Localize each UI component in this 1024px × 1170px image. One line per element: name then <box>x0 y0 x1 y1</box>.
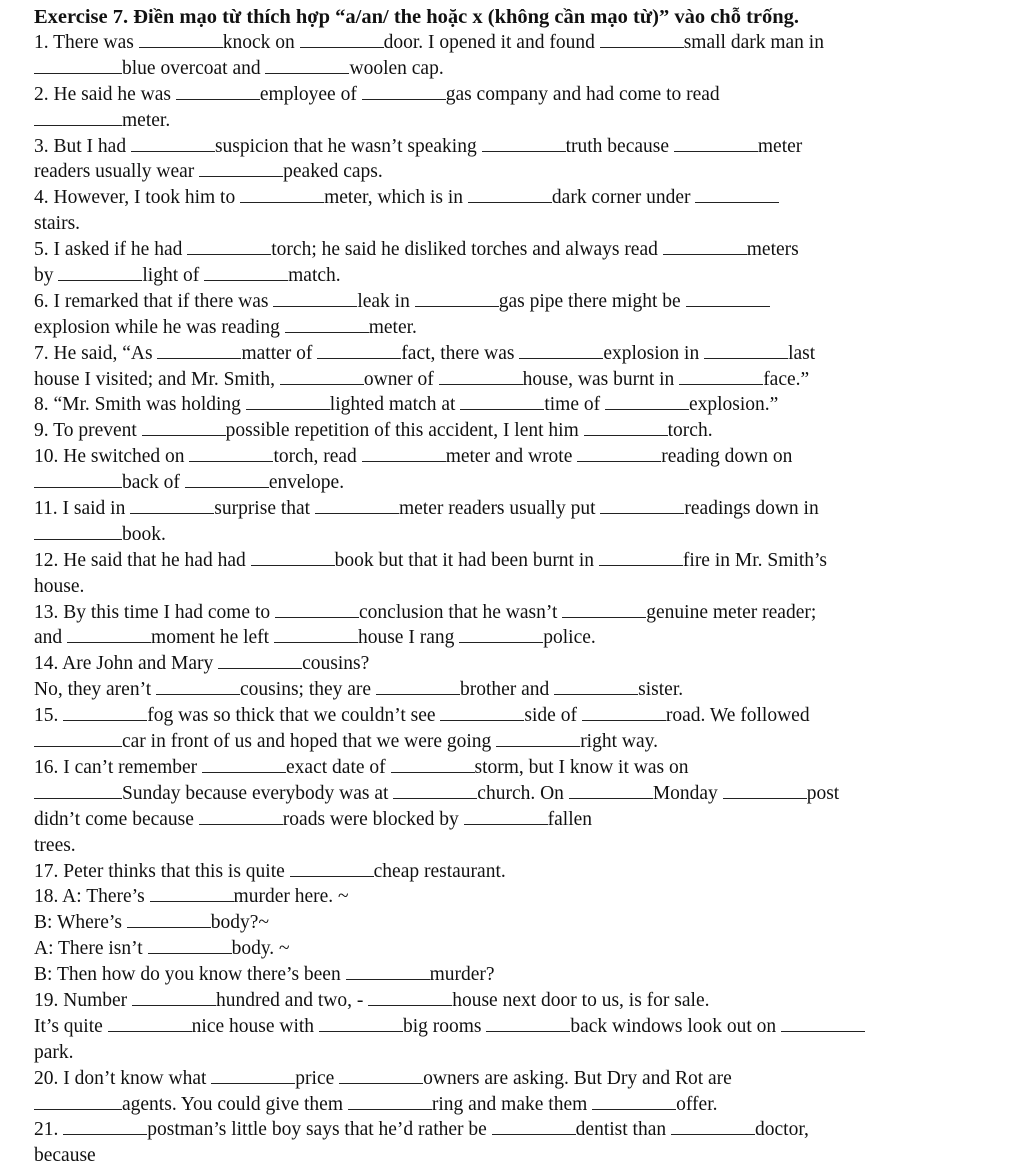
line-text: murder? <box>429 964 495 986</box>
exercise-line <box>34 962 1024 988</box>
answer-blank[interactable] <box>496 732 580 747</box>
answer-blank[interactable] <box>368 991 452 1006</box>
line-text: 9. To prevent <box>34 420 142 442</box>
line-text: didn’t come because <box>34 808 199 830</box>
exercise-line <box>34 1092 1024 1118</box>
answer-blank[interactable] <box>468 188 552 203</box>
line-text: house I visited; and Mr. Smith, <box>34 368 280 390</box>
line-text: genuine meter reader; <box>646 601 817 623</box>
answer-blank[interactable] <box>67 628 151 643</box>
answer-blank[interactable] <box>482 137 566 152</box>
answer-blank[interactable] <box>142 421 226 436</box>
line-text: 1. There was <box>34 32 139 53</box>
answer-blank[interactable] <box>285 318 369 333</box>
answer-blank[interactable] <box>290 862 374 877</box>
exercise-line <box>34 82 1024 108</box>
answer-blank[interactable] <box>339 1069 423 1084</box>
line-text: 6. I remarked that if there was <box>34 290 274 312</box>
line-text: roads were blocked by <box>282 808 464 830</box>
line-text: surprise that <box>214 498 315 520</box>
line-text: price <box>295 1067 340 1089</box>
line-text: doctor, <box>755 1119 809 1141</box>
line-text: light of <box>142 265 205 287</box>
answer-blank[interactable] <box>393 784 477 799</box>
answer-blank[interactable] <box>274 628 358 643</box>
answer-blank[interactable] <box>464 810 548 825</box>
line-text: meter and wrote <box>445 446 578 468</box>
exercise-line <box>34 936 1024 962</box>
line-text: side of <box>524 705 582 727</box>
exercise-line <box>34 185 1024 211</box>
line-text: book but that it had been burnt in <box>334 549 599 571</box>
line-text: 4. However, I took him to <box>34 187 241 209</box>
answer-blank[interactable] <box>280 370 364 385</box>
answer-blank[interactable] <box>34 525 122 540</box>
exercise-line <box>34 988 1024 1014</box>
line-text: gas company and had come to read <box>445 83 720 105</box>
answer-blank[interactable] <box>265 59 349 74</box>
answer-blank[interactable] <box>218 654 302 669</box>
answer-blank[interactable] <box>781 1017 865 1032</box>
line-text: fact, there was <box>401 342 520 364</box>
line-text: stairs. <box>34 213 81 235</box>
exercise-line <box>34 289 1024 315</box>
answer-blank[interactable] <box>459 628 543 643</box>
answer-blank[interactable] <box>176 85 260 100</box>
answer-blank[interactable] <box>362 85 446 100</box>
answer-blank[interactable] <box>674 137 758 152</box>
line-text: 15. <box>34 705 64 727</box>
exercise-line <box>34 392 1024 418</box>
answer-blank[interactable] <box>582 706 666 721</box>
line-text: suspicion that he wasn’t speaking <box>214 135 482 157</box>
line-text: because <box>34 1145 96 1167</box>
line-text: back of <box>122 472 185 494</box>
line-text: time of <box>544 394 605 416</box>
line-text: readers usually wear <box>34 161 200 183</box>
line-text: Monday <box>652 782 723 804</box>
line-text: dark corner under <box>551 187 696 209</box>
answer-blank[interactable] <box>605 395 689 410</box>
line-text: offer. <box>676 1093 718 1115</box>
exercise-line <box>34 1117 1024 1143</box>
line-text: 19. Number <box>34 989 133 1011</box>
line-text: meters <box>746 239 799 261</box>
answer-blank[interactable] <box>139 33 223 48</box>
line-text: back windows look out on <box>570 1015 782 1037</box>
line-text: meter, which is in <box>324 187 468 209</box>
line-text: 17. Peter thinks that this is quite <box>34 860 290 882</box>
exercise-line <box>34 134 1024 160</box>
exercise-line <box>34 807 1024 833</box>
answer-blank[interactable] <box>348 1095 432 1110</box>
line-text: 16. I can’t remember <box>34 756 203 778</box>
answer-blank[interactable] <box>34 784 122 799</box>
line-text: owner of <box>363 368 439 390</box>
line-text: fog was so thick that we couldn’t see <box>147 705 441 727</box>
answer-blank[interactable] <box>199 810 283 825</box>
line-text: Sunday because everybody was at <box>122 782 394 804</box>
line-text: explosion.” <box>688 394 779 416</box>
line-text: park. <box>34 1041 74 1063</box>
line-text: fire in Mr. Smith’s <box>682 549 827 571</box>
line-text: cousins? <box>302 653 370 675</box>
answer-blank[interactable] <box>460 395 544 410</box>
exercise-line <box>34 1066 1024 1092</box>
answer-blank[interactable] <box>577 447 661 462</box>
answer-blank[interactable] <box>317 344 401 359</box>
line-text: blue overcoat and <box>122 57 266 79</box>
line-text: by <box>34 265 59 287</box>
line-text: cheap restaurant. <box>373 860 506 882</box>
answer-blank[interactable] <box>199 162 283 177</box>
line-text: lighted match at <box>329 394 461 416</box>
answer-blank[interactable] <box>148 939 232 954</box>
line-text: match. <box>288 265 341 287</box>
answer-blank[interactable] <box>34 473 122 488</box>
answer-blank[interactable] <box>415 292 499 307</box>
answer-blank[interactable] <box>157 344 241 359</box>
line-text: 10. He switched on <box>34 446 190 468</box>
exercise-line <box>34 444 1024 470</box>
answer-blank[interactable] <box>695 188 779 203</box>
line-text: road. We followed <box>665 705 810 727</box>
line-text: torch; he said he disliked torches and always read <box>271 239 663 261</box>
answer-blank[interactable] <box>202 758 286 773</box>
line-text: house I rang <box>357 627 460 649</box>
line-text: 8. “Mr. Smith was holding <box>34 394 246 416</box>
exercise-line <box>34 1040 1024 1066</box>
line-text: house. <box>34 575 85 597</box>
line-text: It’s quite <box>34 1015 108 1037</box>
exercise-line <box>34 910 1024 936</box>
line-text: explosion while he was reading <box>34 316 285 338</box>
line-text: house next door to us, is for sale. <box>452 989 710 1011</box>
line-text: exact date of <box>286 756 391 778</box>
exercise-line <box>34 859 1024 885</box>
exercise-line <box>34 574 1024 600</box>
answer-blank[interactable] <box>246 395 330 410</box>
answer-blank[interactable] <box>132 991 216 1006</box>
answer-blank[interactable] <box>492 1120 576 1135</box>
line-text: meter. <box>122 109 171 131</box>
line-text: car in front of us and hoped that we were going <box>122 731 497 753</box>
exercise-line <box>34 211 1024 237</box>
answer-blank[interactable] <box>679 370 763 385</box>
line-text: reading down on <box>661 446 793 468</box>
exercise-line <box>34 470 1024 496</box>
answer-blank[interactable] <box>34 732 122 747</box>
line-text: house, was burnt in <box>522 368 680 390</box>
answer-blank[interactable] <box>704 344 788 359</box>
line-text: post <box>806 782 840 804</box>
exercise-line <box>34 496 1024 522</box>
exercise-line <box>34 884 1024 910</box>
line-text: 20. I don’t know what <box>34 1067 212 1089</box>
answer-blank[interactable] <box>131 137 215 152</box>
line-text: postman’s little boy says that he’d rather be <box>147 1119 492 1141</box>
line-text: explosion in <box>603 342 705 364</box>
answer-blank[interactable] <box>185 473 269 488</box>
answer-blank[interactable] <box>156 680 240 695</box>
answer-blank[interactable] <box>240 188 324 203</box>
answer-blank[interactable] <box>554 680 638 695</box>
line-text: No, they aren’t <box>34 679 157 701</box>
line-text: torch. <box>667 420 713 442</box>
line-text: big rooms <box>402 1015 487 1037</box>
line-text: B: Where’s <box>34 912 127 934</box>
line-text: B: Then how do you know there’s been <box>34 964 346 986</box>
exercise-body <box>34 30 1024 1169</box>
exercise-line <box>34 56 1024 82</box>
exercise-line <box>34 522 1024 548</box>
line-text: torch, read <box>273 446 362 468</box>
line-text: employee of <box>259 83 362 105</box>
answer-blank[interactable] <box>251 551 335 566</box>
answer-blank[interactable] <box>108 1017 192 1032</box>
line-text: door. I opened it and found <box>383 32 600 53</box>
exercise-line <box>34 159 1024 185</box>
answer-blank[interactable] <box>723 784 807 799</box>
answer-blank[interactable] <box>346 965 430 980</box>
line-text: possible repetition of this accident, I lent him <box>225 420 584 442</box>
exercise-line <box>34 30 1024 56</box>
answer-blank[interactable] <box>486 1017 570 1032</box>
line-text: sister. <box>638 679 684 701</box>
line-text: moment he left <box>151 627 274 649</box>
line-text: leak in <box>357 290 415 312</box>
line-text: owners are asking. But Dry and Rot are <box>423 1067 732 1089</box>
exercise-line <box>34 1014 1024 1040</box>
answer-blank[interactable] <box>569 784 653 799</box>
line-text: truth because <box>565 135 674 157</box>
line-text: dentist than <box>575 1119 671 1141</box>
answer-blank[interactable] <box>592 1095 676 1110</box>
answer-blank[interactable] <box>362 447 446 462</box>
exercise-line <box>34 755 1024 781</box>
line-text: ring and make them <box>431 1093 593 1115</box>
answer-blank[interactable] <box>663 240 747 255</box>
line-text: 7. He said, “As <box>34 342 158 364</box>
line-text: 2. He said he was <box>34 83 176 105</box>
line-text: agents. You could give them <box>122 1093 348 1115</box>
line-text: knock on <box>222 32 300 53</box>
line-text: cousins; they are <box>240 679 376 701</box>
exercise-line <box>34 263 1024 289</box>
answer-blank[interactable] <box>600 33 684 48</box>
answer-blank[interactable] <box>376 680 460 695</box>
exercise-line <box>34 1143 1024 1169</box>
line-text: matter of <box>241 342 318 364</box>
line-text: 21. <box>34 1119 64 1141</box>
answer-blank[interactable] <box>319 1017 403 1032</box>
line-text: envelope. <box>268 472 345 494</box>
line-text: 3. But I had <box>34 135 131 157</box>
line-text: last <box>788 342 816 364</box>
line-text: meter. <box>368 316 417 338</box>
line-text: and <box>34 627 68 649</box>
exercise-line <box>34 548 1024 574</box>
line-text: body. ~ <box>231 938 290 960</box>
line-text: conclusion that he wasn’t <box>359 601 563 623</box>
line-text: face.” <box>763 368 810 390</box>
line-text: meter readers usually put <box>398 498 601 520</box>
line-text: gas pipe there might be <box>498 290 686 312</box>
answer-blank[interactable] <box>671 1120 755 1135</box>
line-text: 11. I said in <box>34 498 131 520</box>
answer-blank[interactable] <box>150 887 234 902</box>
answer-blank[interactable] <box>300 33 384 48</box>
answer-blank[interactable] <box>275 603 359 618</box>
answer-blank[interactable] <box>211 1069 295 1084</box>
line-text: woolen cap. <box>349 57 444 79</box>
exercise-line <box>34 341 1024 367</box>
line-text: church. On <box>477 782 569 804</box>
line-text: trees. <box>34 834 76 856</box>
exercise-line <box>34 677 1024 703</box>
line-text: right way. <box>580 731 658 753</box>
answer-blank[interactable] <box>34 111 122 126</box>
answer-blank[interactable] <box>519 344 603 359</box>
answer-blank[interactable] <box>204 266 288 281</box>
line-text: body?~ <box>210 912 270 934</box>
answer-blank[interactable] <box>58 266 142 281</box>
line-text: nice house with <box>191 1015 319 1037</box>
answer-blank[interactable] <box>315 499 399 514</box>
answer-blank[interactable] <box>130 499 214 514</box>
line-text: fallen <box>547 808 593 830</box>
answer-blank[interactable] <box>34 1095 122 1110</box>
exercise-line <box>34 237 1024 263</box>
exercise-line <box>34 781 1024 807</box>
answer-blank[interactable] <box>599 551 683 566</box>
answer-blank[interactable] <box>63 1120 147 1135</box>
answer-blank[interactable] <box>34 59 122 74</box>
answer-blank[interactable] <box>686 292 770 307</box>
line-text: peaked caps. <box>283 161 383 183</box>
exercise-line <box>34 600 1024 626</box>
exercise-line <box>34 367 1024 393</box>
line-text: meter <box>757 135 803 157</box>
line-text: small dark man in <box>683 32 824 53</box>
exercise-line <box>34 651 1024 677</box>
exercise-line <box>34 833 1024 859</box>
answer-blank[interactable] <box>584 421 668 436</box>
answer-blank[interactable] <box>439 370 523 385</box>
exercise-line <box>34 315 1024 341</box>
exercise-line <box>34 625 1024 651</box>
exercise-title: Exercise 7. Điền mạo từ thích hợp “a/an/ the hoặc x (không cần mạo từ)” vào chỗ trống. <box>34 6 800 28</box>
line-text: readings down in <box>684 498 819 520</box>
answer-blank[interactable] <box>600 499 684 514</box>
line-text: murder here. ~ <box>233 886 349 908</box>
line-text: hundred and two, - <box>216 989 369 1011</box>
line-text: 14. Are John and Mary <box>34 653 219 675</box>
exercise-line <box>34 418 1024 444</box>
line-text: 13. By this time I had come to <box>34 601 276 623</box>
answer-blank[interactable] <box>63 706 147 721</box>
line-text: storm, but I know it was on <box>474 756 689 778</box>
line-text: 12. He said that he had had <box>34 549 251 571</box>
line-text: 18. A: There’s <box>34 886 150 908</box>
exercise-line <box>34 703 1024 729</box>
line-text: book. <box>122 523 166 545</box>
line-text: police. <box>543 627 596 649</box>
line-text: 5. I asked if he had <box>34 239 188 261</box>
answer-blank[interactable] <box>391 758 475 773</box>
answer-blank[interactable] <box>440 706 524 721</box>
answer-blank[interactable] <box>562 603 646 618</box>
line-text: A: There isn’t <box>34 938 148 960</box>
answer-blank[interactable] <box>127 913 211 928</box>
exercise-line <box>34 729 1024 755</box>
answer-blank[interactable] <box>187 240 271 255</box>
exercise-line <box>34 108 1024 134</box>
answer-blank[interactable] <box>189 447 273 462</box>
line-text: brother and <box>459 679 555 701</box>
answer-blank[interactable] <box>273 292 357 307</box>
